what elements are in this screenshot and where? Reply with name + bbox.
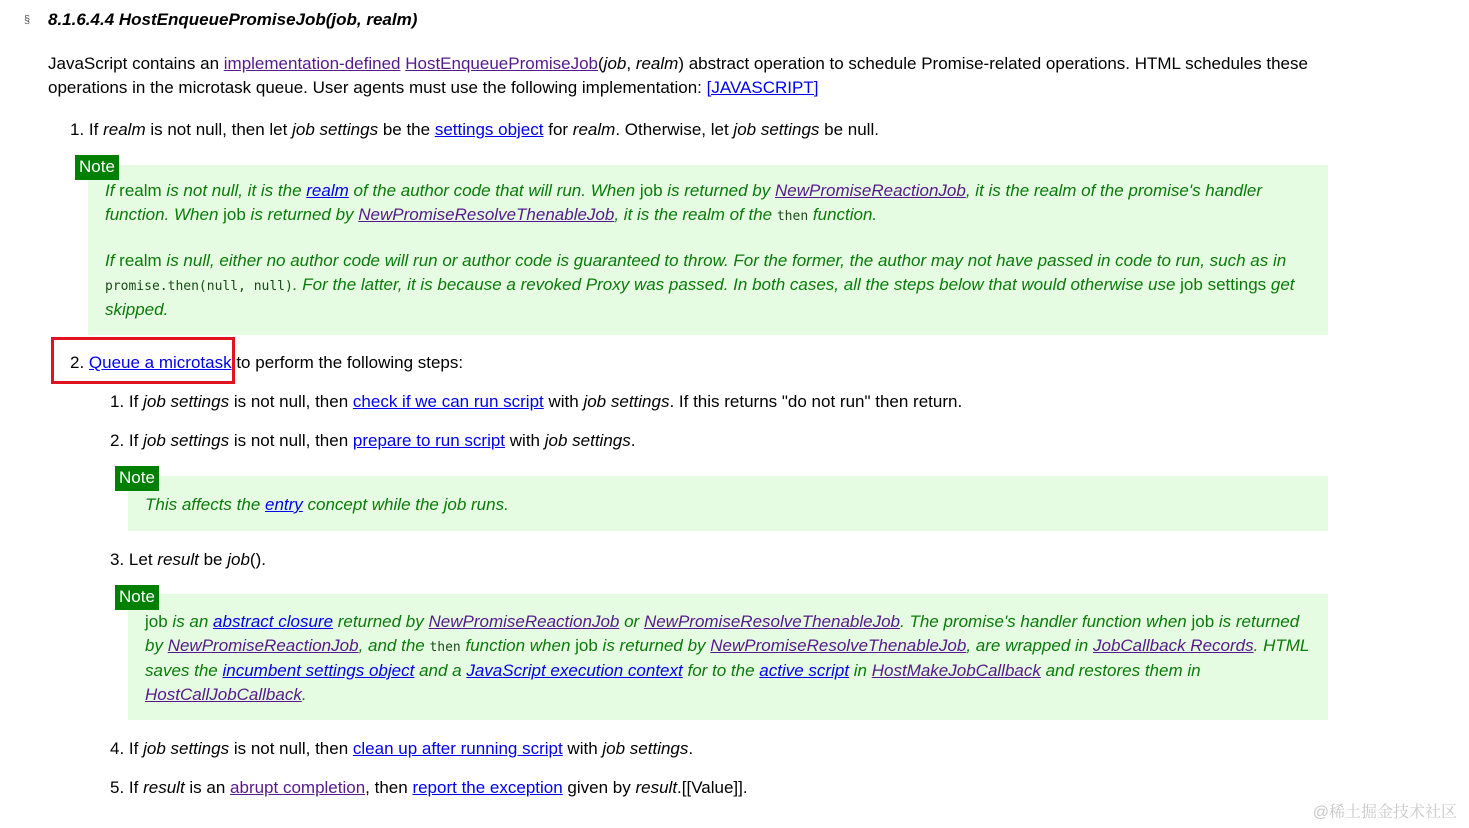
intro-paragraph: JavaScript contains an implementation-defined HostEnqueuePromiseJob(job, realm) abstract operation to schedule Promise-related operations. HTML schedules these operations in the microtask queue. User agents must use the following implementation: [JAVASCRIPT]: [48, 54, 1308, 97]
link-hostmakejobcallback[interactable]: HostMakeJobCallback: [871, 661, 1041, 680]
note-paragraph: If realm is null, either no author code will run or author code is guaranteed to throw. For the former, the author may not have passed in code to run, such as in promise.then(null, null). For the latter, it is because a revoked Proxy was passed. In both cases, all the steps below that would otherwise use job settings get skipped.: [105, 251, 1295, 319]
step-1: 1. If realm is not null, then let job settings be the settings object for realm. Otherwise, let job settings be null.: [70, 120, 879, 139]
substep-1: 1. If job settings is not null, then check if we can run script with job settings. If this returns "do not run" then return.: [110, 392, 963, 411]
substep-3: 3. Let result be job().: [110, 550, 266, 569]
substep-2: 2. If job settings is not null, then prepare to run script with job settings.: [110, 431, 636, 450]
link-newpromiseresolvethenablejob[interactable]: NewPromiseResolveThenableJob: [710, 635, 967, 655]
link-abstract-closure[interactable]: abstract closure: [213, 612, 334, 631]
link-implementation-defined[interactable]: implementation-defined: [223, 54, 401, 73]
section-link-icon[interactable]: §: [24, 14, 31, 26]
note-badge: Note: [115, 466, 159, 491]
link-prepare-to-run-script[interactable]: prepare to run script: [352, 431, 506, 450]
link-newpromisereactionjob[interactable]: NewPromiseReactionJob: [428, 612, 620, 631]
link-active-script[interactable]: active script: [759, 661, 850, 680]
substep-5: 5. If result is an abrupt completion, then report the exception given by result.[[Value]].: [110, 778, 748, 797]
link-newpromisereactionjob[interactable]: NewPromiseReactionJob: [774, 181, 966, 200]
note-paragraph: If realm is not null, it is the realm of the author code that will run. When job is returned by NewPromiseReactionJob, it is the realm of the promise's handler function. When job is returned by NewPromiseResolveThenableJob, it is the realm of the then function.: [105, 181, 1263, 224]
section-heading: 8.1.6.4.4 HostEnqueuePromiseJob(job, realm): [48, 10, 418, 29]
substep-4: 4. If job settings is not null, then clean up after running script with job settings.: [110, 739, 694, 758]
link-report-the-exception[interactable]: report the exception: [412, 778, 563, 797]
link-abrupt-completion[interactable]: abrupt completion: [230, 778, 366, 797]
link-entry[interactable]: entry: [265, 495, 303, 514]
link-newpromiseresolvethenablejob[interactable]: NewPromiseResolveThenableJob: [358, 204, 615, 224]
link-newpromiseresolvethenablejob[interactable]: NewPromiseResolveThenableJob: [643, 612, 901, 631]
step-2: 2. Queue a microtask to perform the following steps:: [70, 353, 464, 372]
link-realm[interactable]: realm: [306, 181, 349, 200]
link-clean-up-after-running-script[interactable]: clean up after running script: [352, 739, 563, 758]
link-settings-object[interactable]: settings object: [434, 120, 544, 139]
note-badge: Note: [75, 155, 119, 180]
link-newpromisereactionjob[interactable]: NewPromiseReactionJob: [167, 635, 359, 655]
note-box: job is an abstract closure returned by NewPromiseReactionJob or NewPromiseResolveThenableJob. The promise's handler function when job is returned by NewPromiseReactionJob, and the then function when job is returned by NewPromiseResolveThenableJob, are wrapped in JobCallback Records. HTML saves the incumbent settings object and a JavaScript execution context for to the active script in HostMakeJobCallback and restores them in HostCallJobCallback.: [128, 594, 1328, 720]
link-javascript-ref[interactable]: [JAVASCRIPT]: [706, 77, 819, 97]
link-incumbent-settings-object[interactable]: incumbent settings object: [222, 661, 415, 680]
link-hostenqueuepromisejob[interactable]: HostEnqueuePromiseJob: [405, 54, 598, 73]
note-box: [88, 165, 1328, 335]
link-jobcallback-records[interactable]: JobCallback Records: [1092, 635, 1254, 655]
note-box: This affects the entry concept while the job runs.: [128, 476, 1328, 531]
link-queue-a-microtask[interactable]: Queue a microtask: [88, 353, 232, 372]
link-check-if-we-can-run-script[interactable]: check if we can run script: [352, 392, 544, 411]
link-hostcalljobcallback[interactable]: HostCallJobCallback: [145, 684, 302, 704]
highlight-box: [51, 337, 235, 384]
watermark: @稀土掘金技术社区: [1312, 804, 1457, 821]
note-badge: Note: [115, 585, 159, 610]
link-javascript-execution-context[interactable]: JavaScript execution context: [466, 661, 683, 680]
